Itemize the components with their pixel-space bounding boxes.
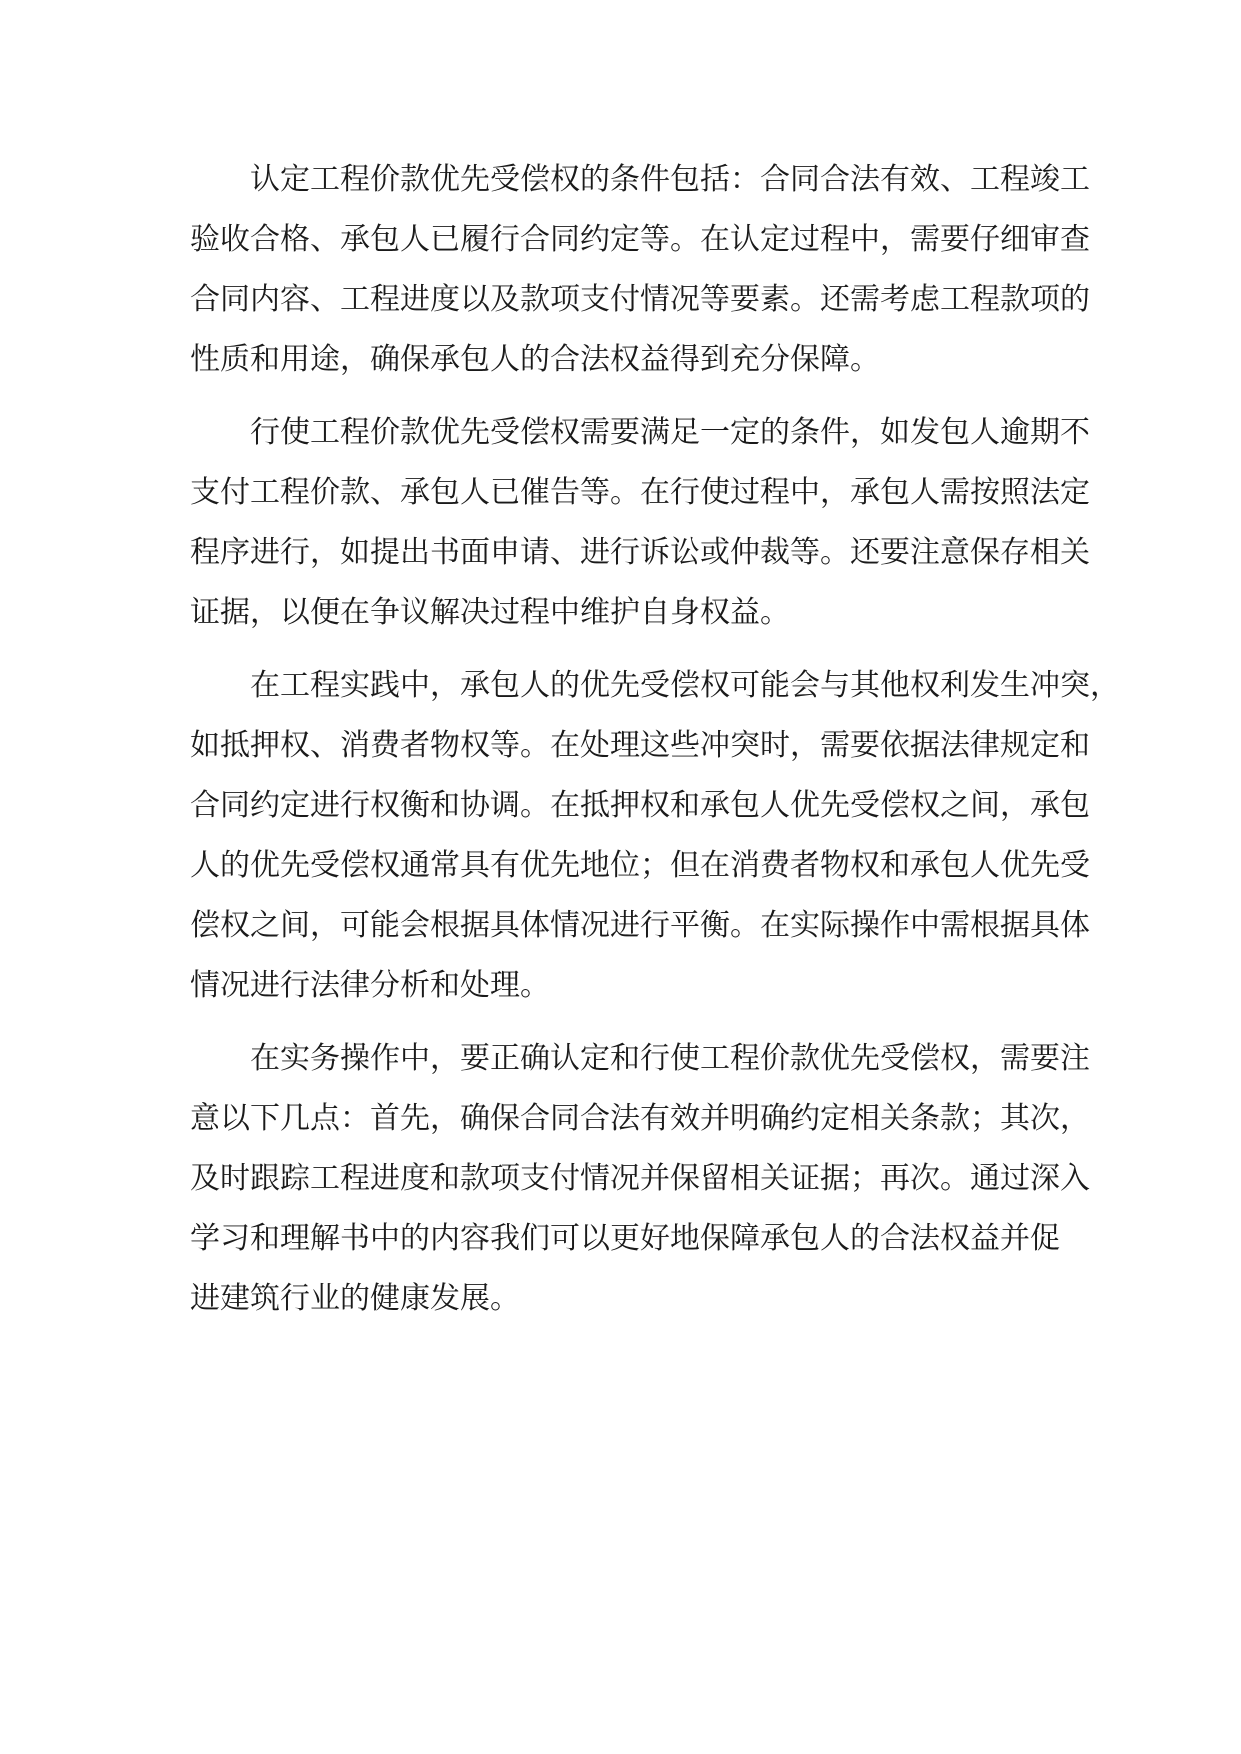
body-text <box>190 150 1120 1342</box>
text-line: 支付工程价款、承包人已催告等。在行使过程中，承包人需按照法定 <box>190 475 1090 510</box>
text-line: 认定工程价款优先受偿权的条件包括：合同合法有效、工程竣工 <box>250 162 1090 197</box>
text-line: 意以下几点：首先，确保合同合法有效并明确约定相关条款；其次， <box>190 1101 1090 1136</box>
text-line: 偿权之间，可能会根据具体情况进行平衡。在实际操作中需根据具体 <box>190 908 1090 943</box>
paragraph-2 <box>190 403 1090 643</box>
text-line: 程序进行，如提出书面申请、进行诉讼或仲裁等。还要注意保存相关 <box>190 535 1090 570</box>
paragraph-1 <box>190 150 1090 390</box>
text-line: 行使工程价款优先受偿权需要满足一定的条件，如发包人逾期不 <box>250 415 1090 450</box>
text-line: 性质和用途，确保承包人的合法权益得到充分保障。 <box>190 342 880 377</box>
text-line: 情况进行法律分析和处理。 <box>190 968 550 1003</box>
text-line: 如抵押权、消费者物权等。在处理这些冲突时，需要依据法律规定和 <box>190 728 1090 763</box>
text-line: 在实务操作中，要正确认定和行使工程价款优先受偿权，需要注 <box>250 1041 1090 1076</box>
paragraph-4 <box>190 1029 1090 1329</box>
text-line: 合同约定进行权衡和协调。在抵押权和承包人优先受偿权之间，承包 <box>190 788 1090 823</box>
text-line: 证据，以便在争议解决过程中维护自身权益。 <box>190 595 790 630</box>
text-line: 人的优先受偿权通常具有优先地位；但在消费者物权和承包人优先受 <box>190 848 1090 883</box>
paragraph-3 <box>190 656 1120 1016</box>
text-line: 及时跟踪工程进度和款项支付情况并保留相关证据；再次。通过深入 <box>190 1161 1090 1196</box>
text-line: 进建筑行业的健康发展。 <box>190 1281 520 1316</box>
text-line: 合同内容、工程进度以及款项支付情况等要素。还需考虑工程款项的 <box>190 282 1090 317</box>
text-line: 在工程实践中，承包人的优先受偿权可能会与其他权利发生冲突， <box>250 668 1120 703</box>
text-line: 验收合格、承包人已履行合同约定等。在认定过程中，需要仔细审查 <box>190 222 1090 257</box>
text-line: 学习和理解书中的内容我们可以更好地保障承包人的合法权益并促 <box>190 1221 1060 1256</box>
